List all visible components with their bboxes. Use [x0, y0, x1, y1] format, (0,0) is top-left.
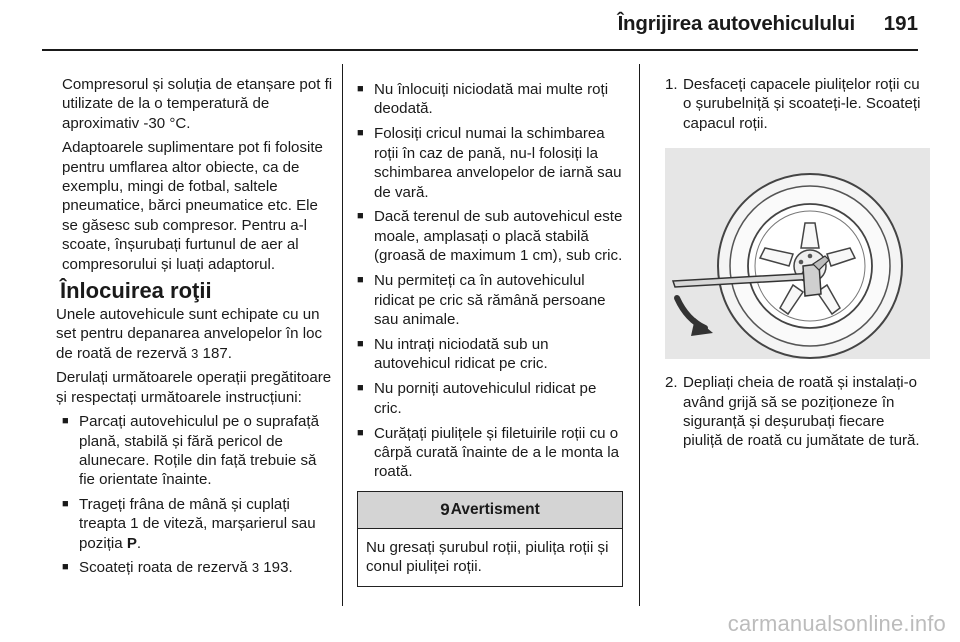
paragraph [56, 305, 336, 363]
paragraph: Derulați următoarele operații pregătitoare și respectați următoarele instrucțiuni: [56, 369, 332, 406]
step-text: Depliați cheia de roată și instalați-o având grijă să se poziționeze în siguranță și deșurubați fiecare piuliță de roată cu jumătate de tură. [683, 374, 920, 450]
paragraph: Adaptoarele suplimentare pot fi folosite pentru umflarea altor obiecte, ca de exemplu, mingi de fotbal, saltele pneumatice, bărci pneumatice etc. Ele se găsesc sub compresor. Pentru a-l scoate, înșurubați furtunul de aer al compresorului și luați adaptorul. [62, 139, 323, 273]
watermark-text: carmanualsonline.info [727, 611, 946, 636]
column-right [665, 75, 925, 451]
bullet-item: ■ Parcați autovehiculul pe o suprafață plană, stabilă și fără pericol de alunecare. Roțile din față trebuie să fie orientate înainte. [62, 412, 334, 490]
bullet-text: Trageți frâna de mână și cuplați treapta 1 de viteză, marșarierul sau poziția [79, 495, 316, 552]
page-reference-arrow-icon: 3 [251, 559, 260, 575]
bullet-item: ■ Nu porniți autovehiculul ridicat pe cric. [357, 379, 625, 418]
step-text: Desfaceți capacele piulițelor roții cu o șurubelniță și scoateți-le. Scoateți capacul roții. [683, 76, 921, 132]
column-left [56, 75, 334, 582]
wheel-illustration [665, 148, 930, 359]
paragraph-text: Unele autovehicule sunt echipate cu un set pentru depanarea anvelopelor în loc de roată de rezervă [56, 306, 323, 362]
step-item [665, 373, 925, 451]
gear-position-p: P [126, 534, 137, 552]
warning-text: Nu gresați șurubul roții, piulița roții și conul piuliței roții. [366, 538, 609, 576]
bullet-item: ■ Curățați piulițele și filetuirile roții cu o cârpă curată înainte de a le monta la roată. [357, 424, 625, 482]
step-item [665, 75, 925, 133]
bullet-item: ■ Folosiți cricul numai la schimbarea roții în caz de pană, nu-l folosiți la schimbarea anvelopelor de iarnă sau de vară. [357, 124, 625, 202]
bullet-item: ■ Nu permiteți ca în autovehiculul ridicat pe cric să rămână persoane sau animale. [357, 271, 625, 329]
page-header-title: Îngrijirea autovehiculului [617, 12, 855, 35]
bullet-item: ■ Dacă terenul de sub autovehicul este moale, amplasați o placă stabilă (groasă de maximum 1 cm), sub cric. [357, 207, 625, 265]
paragraph: Compresorul și soluția de etanșare pot fi utilizate de la o temperatură de aproximativ -30 °C. [62, 76, 333, 132]
page-reference-arrow-icon: 3 [191, 345, 199, 361]
page-reference[interactable]: 193. [263, 558, 293, 576]
bullet-item: ■ Nu înlocuiți niciodată mai multe roți deodată. [357, 80, 625, 119]
section-heading: Înlocuirea roţii [60, 278, 212, 304]
header-rule [42, 49, 918, 51]
bullet-item [62, 495, 334, 553]
bullet-text: Scoateți roata de rezervă [79, 558, 248, 576]
wheel-wrench-icon [665, 148, 930, 359]
column-divider [342, 64, 343, 606]
column-divider [639, 64, 640, 606]
warning-header [358, 492, 622, 529]
step-number: 2. [665, 374, 678, 392]
column-middle [357, 80, 625, 587]
bullet-item: ■ Nu intrați niciodată sub un autovehicul ridicat pe cric. [357, 335, 625, 374]
warning-title: Avertisment [450, 501, 540, 519]
warning-triangle-icon: 9 [440, 500, 450, 520]
page-number: 191 [883, 12, 918, 35]
bullet-text-end: . [136, 534, 142, 552]
step-number: 1. [665, 76, 678, 93]
bullet-item [62, 558, 334, 577]
warning-box [357, 491, 623, 587]
page-reference[interactable]: 187. [202, 344, 232, 362]
